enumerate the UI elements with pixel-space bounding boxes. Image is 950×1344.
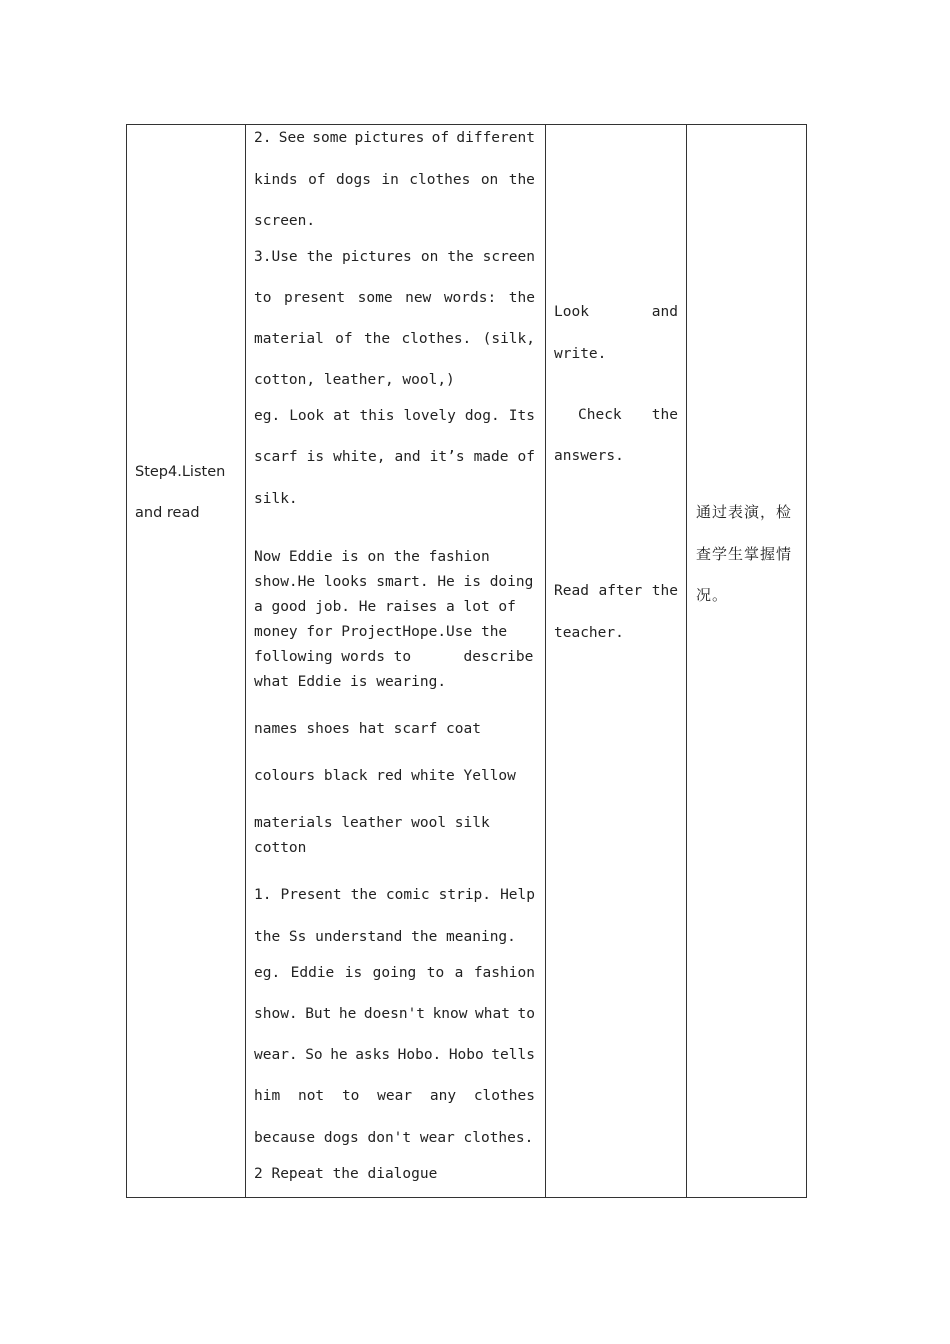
text-line: show.He looks smart. He is doing <box>254 574 534 590</box>
text-line: a good job. He raises a lot of <box>254 599 516 615</box>
word-list-colours: colours black red white Yellow <box>254 768 516 784</box>
word-list-materials: materials leather wool silk <box>254 815 490 831</box>
text-line: to present some new words: the <box>254 290 535 306</box>
text-line: answers. <box>554 448 624 464</box>
text-line: money for ProjectHope.Use the <box>254 624 508 640</box>
text-line: material of the clothes. (silk, <box>254 331 535 347</box>
step-cell <box>127 125 245 1197</box>
text-line: Look and <box>554 304 678 320</box>
teacher-activity-cell <box>246 125 545 1197</box>
text-line: screen. <box>254 213 316 229</box>
purpose-cell <box>687 125 806 1197</box>
text-line: eg. Eddie is going to a fashion <box>254 965 535 981</box>
text-line: because dogs don't wear clothes. <box>254 1130 534 1146</box>
step-title-line: Step4.Listen <box>135 464 226 480</box>
text-line: show. But he doesn't know what to <box>254 1006 535 1022</box>
text-line: 2. See some pictures of different <box>254 130 535 146</box>
text-line: him not to wear any clothes <box>254 1088 535 1104</box>
word-list-names: names shoes hat scarf coat <box>254 721 481 737</box>
word-list-materials: cotton <box>254 840 307 856</box>
text-line: teacher. <box>554 625 624 641</box>
text-line: wear. So he asks Hobo. Hobo tells <box>254 1047 535 1063</box>
text-line: Check the <box>578 407 678 423</box>
text-line: eg. Look at this lovely dog. Its <box>254 408 535 424</box>
text-line: write. <box>554 346 607 362</box>
student-activity-cell <box>546 125 686 1197</box>
text-line: Now Eddie is on the fashion <box>254 549 490 565</box>
step-title-line: and read <box>135 505 200 521</box>
text-line: scarf is white, and it’s made of <box>254 449 535 465</box>
text-line: 3.Use the pictures on the screen <box>254 249 535 265</box>
text-line: 1. Present the comic strip. Help <box>254 887 535 903</box>
text-line: silk. <box>254 491 298 507</box>
text-line: 查学生掌握情 <box>696 545 793 563</box>
text-line: 2 Repeat the dialogue <box>254 1166 438 1182</box>
text-line: the Ss understand the meaning. <box>254 929 516 945</box>
text-line: cotton, leather, wool,) <box>254 372 455 388</box>
text-line: 况。 <box>696 586 729 604</box>
text-line: following words to describe <box>254 649 534 665</box>
text-line: Read after the <box>554 583 678 599</box>
text-line: kinds of dogs in clothes on the <box>254 172 535 188</box>
text-line: what Eddie is wearing. <box>254 674 447 690</box>
text-line: 通过表演，检 <box>696 503 793 521</box>
lesson-table <box>126 124 807 1198</box>
